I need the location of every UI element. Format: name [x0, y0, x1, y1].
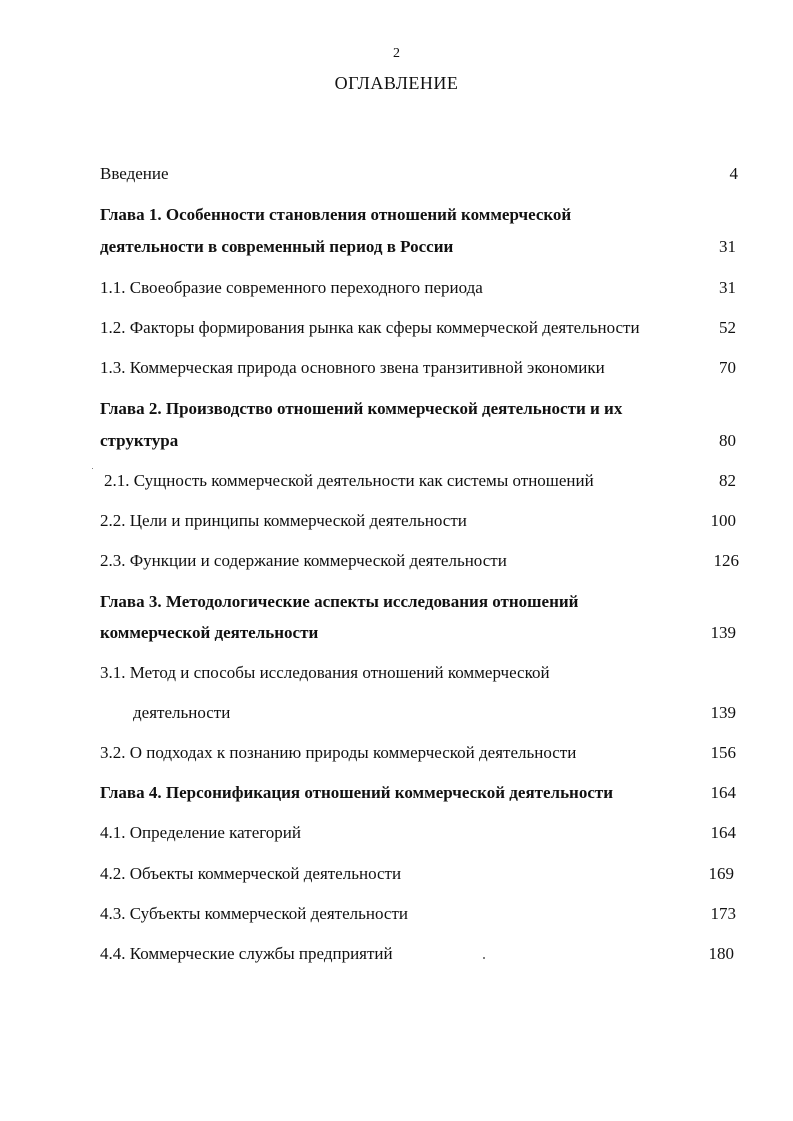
entry-text: Глава 4. Персонификация отношений коммерческой деятельности	[100, 783, 614, 802]
entry-text: 4.2. Объекты коммерческой деятельности	[100, 864, 402, 883]
entry-page: 70	[719, 358, 736, 377]
scan-speck	[483, 957, 485, 959]
entry-page: 52	[719, 318, 736, 337]
toc-title: ОГЛАВЛЕНИЕ	[334, 73, 459, 93]
entry-text: 2.1. Сущность коммерческой деятельности как системы отношений	[104, 471, 594, 490]
entry-page: 180	[708, 944, 734, 963]
entry-text: структура	[100, 431, 179, 450]
entry-page: 100	[710, 511, 736, 530]
entry-text: 4.1. Определение категорий	[100, 823, 301, 842]
entry-text: 2.2. Цели и принципы коммерческой деятельности	[100, 511, 467, 530]
entry-text: Глава 2. Производство отношений коммерческой деятельности и их	[100, 399, 623, 418]
entry-page: 164	[710, 823, 736, 842]
entry-page: 164	[710, 783, 736, 802]
entry-text: 3.2. О подходах к познанию природы коммерческой деятельности	[100, 743, 577, 762]
entry-text: 1.2. Факторы формирования рынка как сферы коммерческой деятельности	[100, 318, 640, 337]
entry-text: 3.1. Метод и способы исследования отношений коммерческой	[100, 663, 550, 682]
entry-text: 1.1. Своеобразие современного переходного периода	[100, 278, 483, 297]
entry-text: Глава 1. Особенности становления отношений коммерческой	[100, 205, 572, 224]
entry-page: 4	[729, 164, 738, 183]
entry-text: 4.4. Коммерческие службы предприятий	[100, 944, 393, 963]
entry-text: коммерческой деятельности	[100, 623, 319, 642]
entry-page: 126	[713, 551, 739, 570]
entry-page: 156	[710, 743, 736, 762]
entry-page: 173	[710, 904, 736, 923]
entry-page: 80	[719, 431, 736, 450]
entry-text: 2.3. Функции и содержание коммерческой деятельности	[100, 551, 507, 570]
entry-page: 82	[719, 471, 736, 490]
entry-text: деятельности	[133, 703, 231, 722]
page-number: 2	[393, 46, 400, 61]
entry-text: деятельности в современный период в России	[100, 237, 454, 256]
entry-text: 4.3. Субъекты коммерческой деятельности	[100, 904, 408, 923]
entry-text: Глава 3. Методологические аспекты исследования отношений	[100, 592, 579, 611]
entry-page: 31	[719, 278, 736, 297]
entry-page: 139	[710, 703, 736, 722]
entry-page: 139	[710, 623, 736, 642]
entry-text: Введение	[100, 164, 169, 183]
entry-page: 169	[708, 864, 734, 883]
entry-text: 1.3. Коммерческая природа основного звена транзитивной экономики	[100, 358, 605, 377]
scan-speck	[92, 468, 93, 469]
entry-page: 31	[719, 237, 736, 256]
